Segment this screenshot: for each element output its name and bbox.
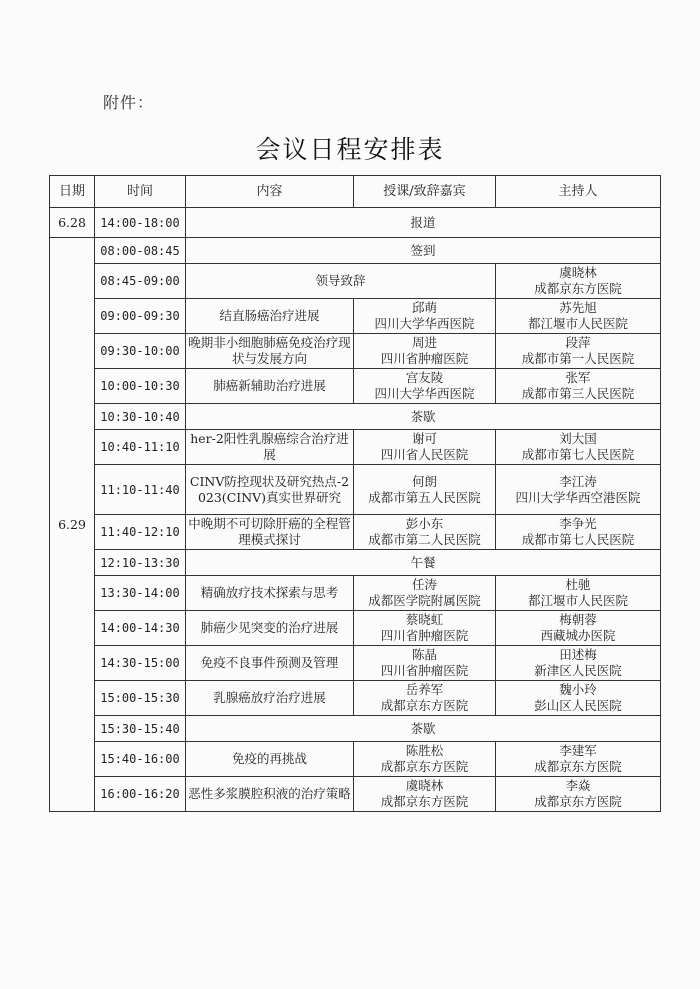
time-cell: 13:30-14:00 — [95, 576, 186, 611]
speaker-name: 岳养军 — [405, 682, 444, 697]
host-org: 彭山区人民医院 — [534, 698, 622, 713]
host-org: 成都市第一人民医院 — [521, 351, 635, 366]
header-row — [50, 176, 661, 208]
host-name: 张军 — [565, 370, 591, 385]
speaker-cell — [354, 611, 496, 646]
header-speaker: 授课/致辞嘉宾 — [354, 176, 496, 208]
speaker-name: 虞晓林 — [405, 778, 444, 793]
host-org: 西藏城办医院 — [540, 628, 616, 643]
table-row — [50, 646, 661, 681]
topic-cell: 免疫的再挑战 — [186, 742, 354, 777]
host-cell — [496, 430, 661, 465]
host-cell — [496, 299, 661, 334]
speaker-name: 邱萌 — [411, 300, 437, 315]
speaker-cell — [354, 430, 496, 465]
time-cell: 14:00-14:30 — [95, 611, 186, 646]
topic-cell: 肺癌少见突变的治疗进展 — [186, 611, 354, 646]
table-row — [50, 716, 661, 742]
table-row — [50, 465, 661, 515]
table-row — [50, 369, 661, 404]
host-org: 成都京东方医院 — [534, 281, 622, 296]
host-cell — [496, 264, 661, 299]
time-cell: 15:40-16:00 — [95, 742, 186, 777]
table-row — [50, 742, 661, 777]
host-org: 新津区人民医院 — [534, 663, 622, 678]
host-cell — [496, 465, 661, 515]
host-name: 魏小玲 — [559, 682, 597, 697]
speaker-cell — [354, 646, 496, 681]
time-cell: 08:00-08:45 — [95, 238, 186, 264]
host-org: 都江堰市人民医院 — [527, 316, 628, 331]
speaker-name: 任涛 — [411, 577, 437, 592]
speaker-cell — [354, 777, 496, 812]
time-cell: 11:10-11:40 — [95, 465, 186, 515]
speaker-name: 何朗 — [411, 473, 437, 489]
table-row — [50, 334, 661, 369]
host-name: 李争光 — [559, 516, 597, 531]
speaker-cell — [354, 369, 496, 404]
speaker-org: 四川省肿瘤医院 — [380, 351, 469, 366]
host-cell — [496, 646, 661, 681]
session-cell: 茶歇 — [186, 404, 661, 430]
host-name: 梅朝蓉 — [559, 612, 597, 627]
attachment-label: 附件： — [103, 93, 155, 112]
header-time: 时间 — [95, 176, 186, 208]
host-cell — [496, 611, 661, 646]
session-cell: 午餐 — [186, 550, 661, 576]
table-row — [50, 777, 661, 812]
speaker-cell — [354, 334, 496, 369]
host-org: 都江堰市人民医院 — [527, 593, 628, 608]
host-org: 成都市第七人民医院 — [521, 532, 635, 547]
speaker-cell — [354, 299, 496, 334]
speaker-cell — [354, 576, 496, 611]
topic-cell: 肺癌新辅助治疗进展 — [186, 369, 354, 404]
time-cell: 12:10-13:30 — [95, 550, 186, 576]
host-name: 刘大国 — [559, 431, 597, 446]
time-cell: 11:40-12:10 — [95, 515, 186, 550]
session-cell: 茶歇 — [186, 716, 661, 742]
time-cell: 10:40-11:10 — [95, 430, 186, 465]
page-title: 会议日程安排表 — [255, 135, 445, 164]
table-row — [50, 238, 661, 264]
topic-cell: CINV防控现状及研究热点-2023(CINV)真实世界研究 — [186, 465, 354, 515]
speaker-org: 四川省肿瘤医院 — [380, 628, 469, 643]
topic-cell: 乳腺癌放疗治疗进展 — [186, 681, 354, 716]
time-cell: 14:00-18:00 — [95, 208, 186, 238]
host-cell — [496, 742, 661, 777]
speaker-org: 四川省肿瘤医院 — [380, 663, 469, 678]
topic-cell: 恶性多浆膜腔积液的治疗策略 — [186, 777, 354, 812]
host-name: 杜驰 — [565, 577, 591, 592]
speaker-org: 成都京东方医院 — [380, 794, 469, 809]
header-host: 主持人 — [496, 176, 661, 208]
time-cell: 14:30-15:00 — [95, 646, 186, 681]
host-org: 成都市第三人民医院 — [521, 386, 635, 401]
speaker-name: 陈胜松 — [405, 743, 444, 758]
host-name: 苏先旭 — [559, 300, 597, 315]
host-cell — [496, 334, 661, 369]
speaker-cell — [354, 742, 496, 777]
host-name: 李建军 — [559, 743, 597, 758]
host-cell — [496, 369, 661, 404]
host-cell — [496, 681, 661, 716]
table-row — [50, 430, 661, 465]
schedule-table — [49, 175, 661, 812]
time-cell: 10:30-10:40 — [95, 404, 186, 430]
host-cell — [496, 576, 661, 611]
speaker-org: 四川大学华西医院 — [374, 316, 475, 331]
topic-cell: 结直肠癌治疗进展 — [186, 299, 354, 334]
speaker-org: 成都市第五人民医院 — [368, 489, 481, 505]
table-row — [50, 515, 661, 550]
table-row — [50, 611, 661, 646]
host-org: 成都市第七人民医院 — [521, 447, 635, 462]
time-cell: 08:45-09:00 — [95, 264, 186, 299]
speaker-cell — [354, 465, 496, 515]
speaker-name: 彭小东 — [405, 516, 444, 531]
time-cell: 09:00-09:30 — [95, 299, 186, 334]
speaker-name: 谢可 — [411, 431, 437, 446]
host-org: 四川大学华西空港医院 — [515, 489, 641, 505]
time-cell: 15:30-15:40 — [95, 716, 186, 742]
time-cell: 10:00-10:30 — [95, 369, 186, 404]
host-cell — [496, 777, 661, 812]
topic-cell: 免疫不良事件预测及管理 — [186, 646, 354, 681]
host-name: 段萍 — [565, 335, 591, 350]
header-date: 日期 — [50, 176, 95, 208]
table-row — [50, 264, 661, 299]
speaker-org: 成都京东方医院 — [380, 698, 469, 713]
time-cell: 09:30-10:00 — [95, 334, 186, 369]
table-row — [50, 208, 661, 238]
date-cell: 6.29 — [50, 238, 95, 812]
topic-cell: 晚期非小细胞肺癌免疫治疗现状与发展方向 — [186, 334, 354, 369]
table-row — [50, 550, 661, 576]
host-name: 李焱 — [565, 778, 591, 793]
speaker-name: 周进 — [411, 335, 437, 350]
session-cell: 签到 — [186, 238, 661, 264]
table-row — [50, 299, 661, 334]
session-cell: 报道 — [186, 208, 661, 238]
speaker-org: 成都市第二人民医院 — [368, 532, 481, 547]
date-cell: 6.28 — [50, 208, 95, 238]
topic-cell: her-2阳性乳腺癌综合治疗进展 — [186, 430, 354, 465]
speaker-org: 四川省人民医院 — [380, 447, 469, 462]
speaker-name: 陈晶 — [411, 647, 437, 662]
speaker-cell — [354, 681, 496, 716]
topic-cell: 精确放疗技术探索与思考 — [186, 576, 354, 611]
schedule-body — [50, 208, 661, 812]
host-name: 田述梅 — [559, 647, 597, 662]
time-cell: 16:00-16:20 — [95, 777, 186, 812]
speaker-cell — [354, 515, 496, 550]
table-row — [50, 681, 661, 716]
speaker-org: 成都医学院附属医院 — [368, 593, 481, 608]
host-org: 成都京东方医院 — [534, 759, 622, 774]
host-name: 李江涛 — [559, 473, 597, 489]
host-org: 成都京东方医院 — [534, 794, 622, 809]
speaker-name: 蔡晓虹 — [405, 612, 444, 627]
table-row — [50, 404, 661, 430]
table-row — [50, 576, 661, 611]
speaker-org: 成都京东方医院 — [380, 759, 469, 774]
host-name: 虞晓林 — [559, 265, 597, 280]
speaker-name: 宫友陵 — [405, 370, 444, 385]
time-cell: 15:00-15:30 — [95, 681, 186, 716]
host-cell — [496, 515, 661, 550]
header-content: 内容 — [186, 176, 354, 208]
speaker-org: 四川大学华西医院 — [374, 386, 475, 401]
topic-cell: 中晚期不可切除肝癌的全程管理模式探讨 — [186, 515, 354, 550]
topic-cell: 领导致辞 — [186, 264, 496, 299]
